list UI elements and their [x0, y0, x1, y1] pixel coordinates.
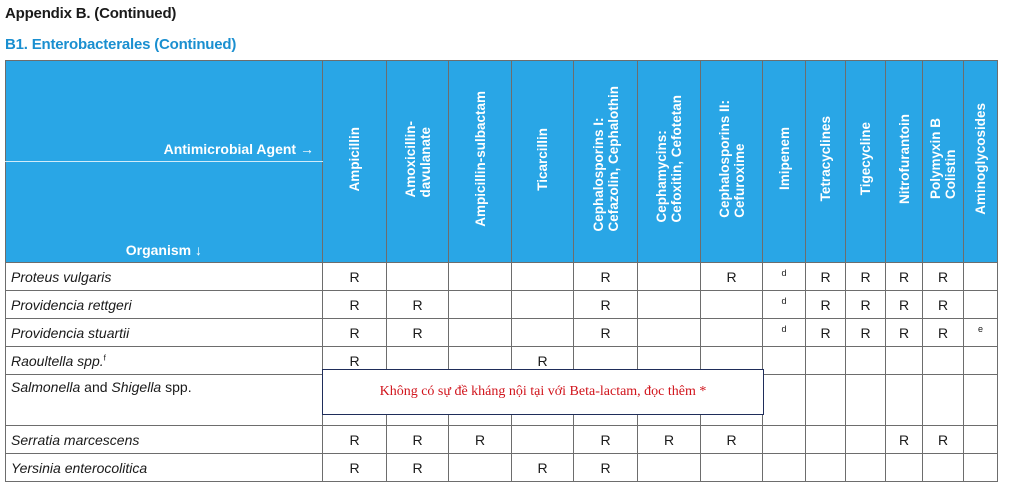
- value-cell: R: [923, 426, 964, 454]
- agent-col-polymyxin: Polymyxin B Colistin: [923, 61, 964, 263]
- value-cell: R: [886, 426, 923, 454]
- value-cell: R: [574, 319, 638, 347]
- organism-cell: Providencia stuartii: [6, 319, 323, 347]
- value-cell: [886, 347, 923, 375]
- agent-col-ticarcillin: Ticarcillin: [512, 61, 574, 263]
- value-cell: [449, 319, 512, 347]
- agent-col-ampicillin: Ampicillin: [323, 61, 387, 263]
- organism-cell: Proteus vulgaris: [6, 263, 323, 291]
- value-cell: d: [763, 291, 806, 319]
- value-cell: R: [886, 263, 923, 291]
- value-cell: R: [846, 319, 886, 347]
- value-cell: R: [846, 291, 886, 319]
- value-cell: [638, 291, 701, 319]
- value-cell: [964, 426, 998, 454]
- value-cell: [964, 263, 998, 291]
- agent-col-imipenem: Imipenem: [763, 61, 806, 263]
- agent-col-ampicillin-sulbactam: Ampicillin-sulbactam: [449, 61, 512, 263]
- value-cell: R: [574, 454, 638, 482]
- agent-header-label: Antimicrobial Agent →: [6, 61, 323, 162]
- organism-cell: Providencia rettgeri: [6, 291, 323, 319]
- value-cell: [638, 263, 701, 291]
- value-cell: R: [923, 291, 964, 319]
- value-cell: [964, 347, 998, 375]
- value-cell: e: [964, 319, 998, 347]
- value-cell: R: [323, 319, 387, 347]
- value-cell: R: [923, 319, 964, 347]
- value-cell: [449, 454, 512, 482]
- value-cell: R: [701, 426, 763, 454]
- value-cell: [923, 375, 964, 426]
- organism-cell: Serratia marcescens: [6, 426, 323, 454]
- value-cell: d: [763, 319, 806, 347]
- value-cell: [886, 454, 923, 482]
- agent-col-tetracyclines: Tetracyclines: [806, 61, 846, 263]
- value-cell: [512, 426, 574, 454]
- value-cell: [923, 347, 964, 375]
- value-cell: [806, 347, 846, 375]
- value-cell: R: [806, 263, 846, 291]
- value-cell: [449, 263, 512, 291]
- value-cell: R: [387, 291, 449, 319]
- organism-cell: Salmonella and Shigella spp.: [6, 375, 323, 426]
- value-cell: R: [923, 263, 964, 291]
- value-cell: R: [886, 291, 923, 319]
- value-cell: [763, 347, 806, 375]
- value-cell: R: [387, 454, 449, 482]
- value-cell: R: [323, 454, 387, 482]
- value-cell: [806, 375, 846, 426]
- value-cell: R: [323, 263, 387, 291]
- organism-cell: Yersinia enterocolitica: [6, 454, 323, 482]
- value-cell: [701, 291, 763, 319]
- agent-col-nitrofurantoin: Nitrofurantoin: [886, 61, 923, 263]
- value-cell: R: [886, 319, 923, 347]
- organism-header-label: Organism ↓: [6, 162, 323, 263]
- agent-col-aminoglycosides: Aminoglycosides: [964, 61, 998, 263]
- agent-col-amoxicillin: Amoxicillin- davulanate: [387, 61, 449, 263]
- agent-col-cephalosporins-i: Cephalosporins I: Cefazolin, Cephalothin: [574, 61, 638, 263]
- value-cell: [512, 319, 574, 347]
- agent-col-cephalosporins-ii: Cephalosporins II: Cefuroxime: [701, 61, 763, 263]
- value-cell: R: [323, 426, 387, 454]
- value-cell: [638, 319, 701, 347]
- value-cell: [763, 426, 806, 454]
- value-cell: [701, 319, 763, 347]
- table-row: [6, 263, 998, 291]
- agent-col-tigecycline: Tigecycline: [846, 61, 886, 263]
- value-cell: [846, 375, 886, 426]
- table-row: [6, 319, 998, 347]
- organism-cell: Raoultella spp.$^f$: [6, 347, 323, 375]
- page-title: Appendix B. (Continued): [5, 5, 177, 22]
- value-cell: [763, 454, 806, 482]
- value-cell: [512, 263, 574, 291]
- value-cell: [806, 454, 846, 482]
- table-row: [6, 454, 998, 482]
- value-cell: R: [701, 263, 763, 291]
- value-cell: R: [512, 347, 574, 375]
- value-cell: [846, 454, 886, 482]
- value-cell: R: [638, 426, 701, 454]
- value-cell: [449, 291, 512, 319]
- value-cell: [763, 375, 806, 426]
- value-cell: [846, 426, 886, 454]
- value-cell: [701, 454, 763, 482]
- value-cell: [923, 454, 964, 482]
- value-cell: d: [763, 263, 806, 291]
- value-cell: [512, 291, 574, 319]
- value-cell: R: [574, 263, 638, 291]
- value-cell: [964, 375, 998, 426]
- value-cell: [964, 291, 998, 319]
- value-cell: R: [574, 291, 638, 319]
- value-cell: R: [323, 347, 387, 375]
- intrinsic-resistance-note: Không có sự đề kháng nội tại với Beta-lactam, đọc thêm *: [322, 369, 764, 415]
- value-cell: [387, 263, 449, 291]
- value-cell: [886, 375, 923, 426]
- value-cell: R: [387, 319, 449, 347]
- value-cell: R: [323, 291, 387, 319]
- resistance-table: [5, 60, 998, 482]
- value-cell: R: [806, 291, 846, 319]
- value-cell: R: [512, 454, 574, 482]
- agent-col-cephamycins: Cephamycins: Cefoxitin, Cefotetan: [638, 61, 701, 263]
- value-cell: [806, 426, 846, 454]
- value-cell: [846, 347, 886, 375]
- table-row: [6, 426, 998, 454]
- value-cell: R: [387, 426, 449, 454]
- value-cell: R: [806, 319, 846, 347]
- section-title: B1. Enterobacterales (Continued): [5, 36, 237, 53]
- value-cell: R: [449, 426, 512, 454]
- value-cell: [638, 454, 701, 482]
- table-row: [6, 291, 998, 319]
- value-cell: R: [846, 263, 886, 291]
- value-cell: [964, 454, 998, 482]
- value-cell: R: [574, 426, 638, 454]
